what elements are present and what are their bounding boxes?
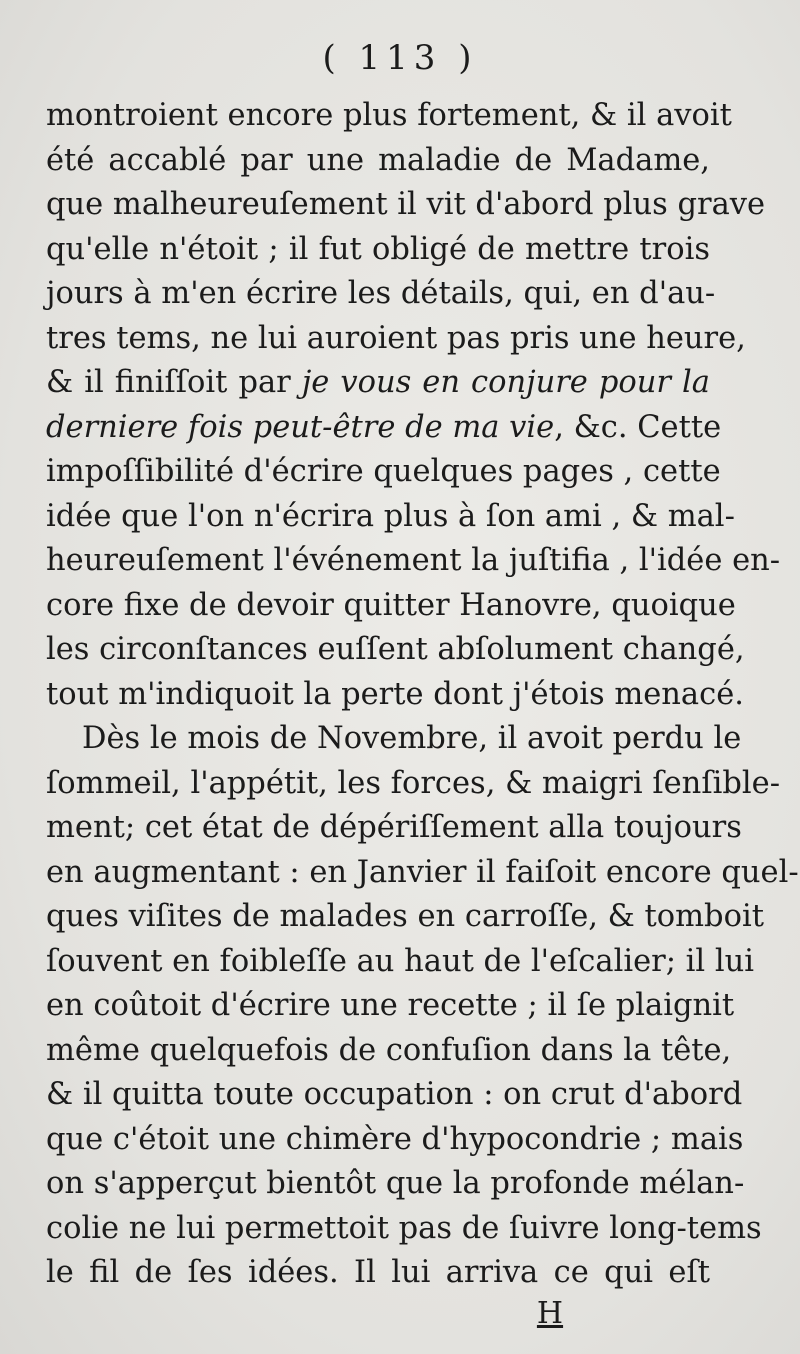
text-line: les circonſtances euſſent abſolument changé, [46,632,745,667]
text-line: core fixe de devoir quitter Hanovre, quoique [46,587,736,623]
text-segment: & il finiſſoit par [46,365,291,400]
text-line: jours à m'en écrire les détails, qui, en d'au- [46,276,716,311]
text-line: ſouvent en foibleſſe au haut de l'eſcalier; il lui [46,943,755,979]
text-line: montroient encore plus fortement, & il avoit [46,98,732,133]
body-text [46,94,799,1296]
text-line: été accablé par une maladie de Madame, [46,142,710,178]
italic-quote: derniere fois peut-être de ma vie [46,409,555,445]
text-line: ques viſites de malades en carroſſe, & tomboit [46,899,764,934]
text-line: & il quitta toute occupation : on crut d'abord [46,1077,743,1112]
text-line: ſommeil, l'appétit, les forces, & maigri ſenſible- [46,765,780,801]
text-line: qu'elle n'étoit ; il fut obligé de mettre trois [46,231,710,267]
signature-mark: H [536,1296,564,1331]
text-line-mixed [46,406,722,451]
text-line: idée que l'on n'écrira plus à ſon ami , & mal- [46,498,735,534]
text-line-mixed [46,361,710,406]
text-line: en augmentant : en Janvier il faiſoit encore quel- [46,854,799,890]
text-segment: , &c. Cette [554,409,722,445]
text-line: tres tems, ne lui auroient pas pris une heure, [46,320,746,356]
italic-quote: je vous en conjure pour la [301,365,710,400]
text-line: même quelquefois de confuſion dans la tête, [46,1032,732,1068]
page-number: ( 113 ) [322,38,478,78]
text-line: ment; cet état de dépériſſement alla toujours [46,810,742,845]
text-line: tout m'indiquoit la perte dont j'étois menacé. [46,676,744,712]
text-line: impoſſibilité d'écrire quelques pages , cette [46,454,721,489]
text-line: en coûtoit d'écrire une recette ; il ſe plaignit [46,988,735,1023]
text-line: que c'étoit une chimère d'hypocondrie ; mais [46,1121,744,1157]
text-line: le fil de ſes idées. Il lui arriva ce qui eſt [46,1255,710,1290]
text-line: que malheureuſement il vit d'abord plus grave [46,187,766,222]
text-line: heureuſement l'événement la juſtifia , l'idée en- [46,543,781,578]
paragraph-first-line: Dès le mois de Novembre, il avoit perdu le [82,721,742,756]
text-line: colie ne lui permettoit pas de ſuivre long-tems [46,1210,762,1246]
text-line: on s'apperçut bientôt que la profonde mélan- [46,1166,745,1201]
